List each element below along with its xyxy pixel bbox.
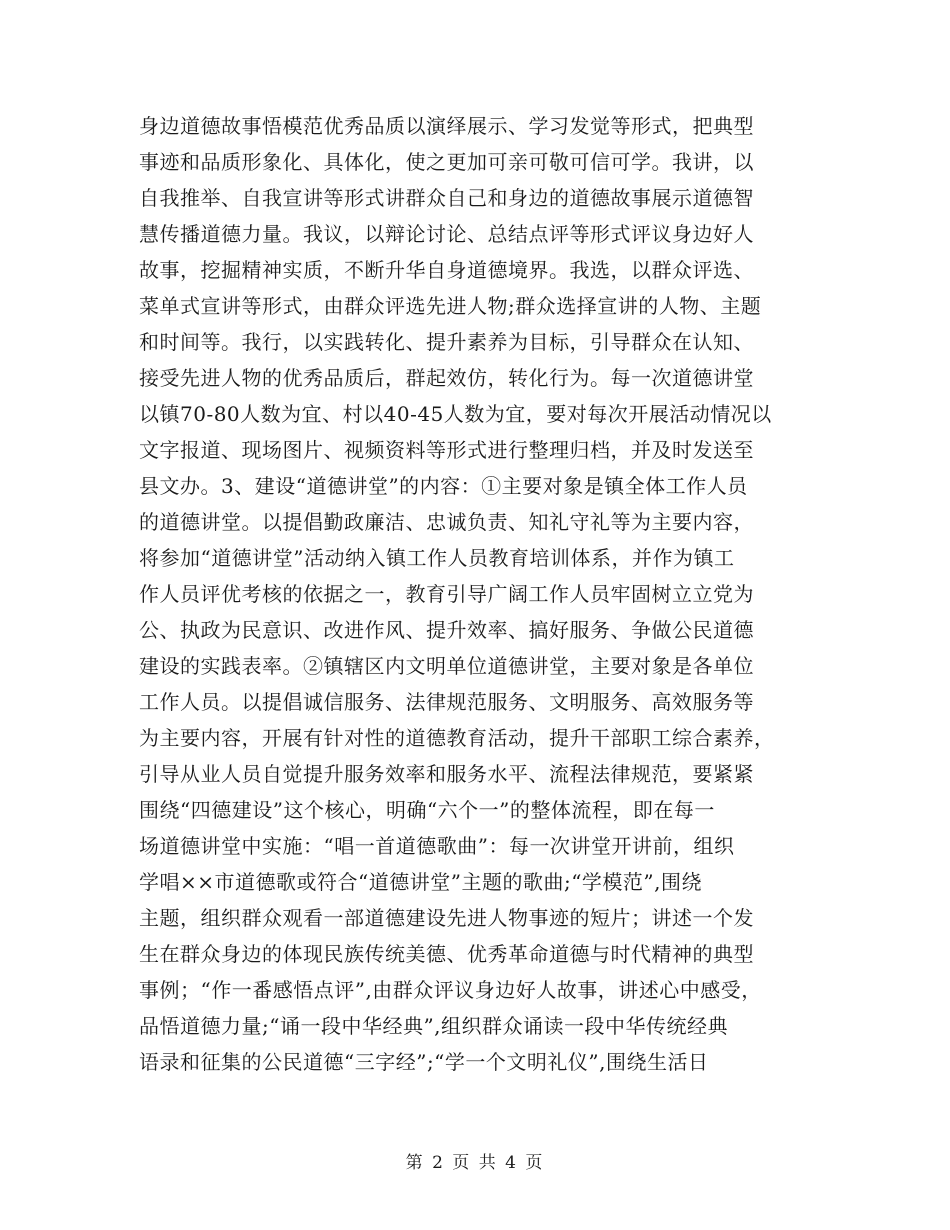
text-line: 以镇70-80人数为宜、村以40-45人数为宜，要对每次开展活动情况以 bbox=[139, 402, 772, 426]
text-line: 学唱××市道德歌或符合“道德讲堂”主题的歌曲;“学模范”,围绕 bbox=[139, 870, 703, 894]
text-line: 菜单式宣讲等形式，由群众评选先进人物;群众选择宣讲的人物、主题 bbox=[139, 294, 762, 318]
text-line: 建设的实践表率。②镇辖区内文明单位道德讲堂，主要对象是各单位 bbox=[139, 654, 754, 678]
text-line: 为主要内容，开展有针对性的道德教育活动，提升干部职工综合素养， bbox=[139, 726, 775, 750]
text-line: 引导从业人员自觉提升服务效率和服务水平、流程法律规范，要紧紧 bbox=[139, 762, 754, 786]
text-line: 工作人员。以提倡诚信服务、法律规范服务、文明服务、高效服务等 bbox=[139, 690, 754, 714]
text-line: 主题，组织群众观看一部道德建设先进人物事迹的短片；讲述一个发 bbox=[139, 906, 754, 930]
text-line: 慧传播道德力量。我议，以辩论讨论、总结点评等形式评议身边好人 bbox=[139, 222, 754, 246]
page-number-footer: 第 2 页 共 4 页 bbox=[405, 1153, 545, 1173]
text-line: 文字报道、现场图片、视频资料等形式进行整理归档，并及时发送至 bbox=[139, 438, 754, 462]
text-line: 接受先进人物的优秀品质后，群起效仿，转化行为。每一次道德讲堂 bbox=[139, 366, 754, 390]
text-line: 语录和征集的公民道德“三字经”;“学一个文明礼仪”,围绕生活日 bbox=[139, 1050, 709, 1074]
text-line: 的道德讲堂。以提倡勤政廉洁、忠诚负责、知礼守礼等为主要内容， bbox=[139, 510, 754, 534]
text-line: 自我推举、自我宣讲等形式讲群众自己和身边的道德故事展示道德智 bbox=[139, 186, 754, 210]
text-line: 围绕“四德建设”这个核心，明确“六个一”的整体流程，即在每一 bbox=[139, 798, 715, 822]
text-line: 生在群众身边的体现民族传统美德、优秀革命道德与时代精神的典型 bbox=[139, 942, 754, 966]
text-line: 故事，挖掘精神实质，不断升华自身道德境界。我选，以群众评选、 bbox=[139, 258, 754, 282]
text-line: 公、执政为民意识、改进作风、提升效率、搞好服务、争做公民道德 bbox=[139, 618, 754, 642]
text-line: 场道德讲堂中实施：“唱一首道德歌曲”：每一次讲堂开讲前，组织 bbox=[139, 834, 735, 858]
body-text bbox=[139, 108, 829, 1080]
text-line: 品悟道德力量;“诵一段中华经典”,组织群众诵读一段中华传统经典 bbox=[139, 1014, 729, 1038]
text-line: 事例；“作一番感悟点评”,由群众评议身边好人故事，讲述心中感受， bbox=[139, 978, 762, 1002]
text-line: 事迹和品质形象化、具体化，使之更加可亲可敬可信可学。我讲，以 bbox=[139, 150, 754, 174]
text-line: 作人员评优考核的依据之一，教育引导广阔工作人员牢固树立立党为 bbox=[139, 582, 754, 606]
text-line: 和时间等。我行，以实践转化、提升素养为目标，引导群众在认知、 bbox=[139, 330, 754, 354]
text-line: 身边道德故事悟模范优秀品质以演绎展示、学习发觉等形式，把典型 bbox=[139, 114, 754, 138]
text-line: 县文办。3、建设“道德讲堂”的内容：①主要对象是镇全体工作人员 bbox=[139, 474, 748, 498]
text-line: 将参加“道德讲堂”活动纳入镇工作人员教育培训体系，并作为镇工 bbox=[139, 546, 735, 570]
